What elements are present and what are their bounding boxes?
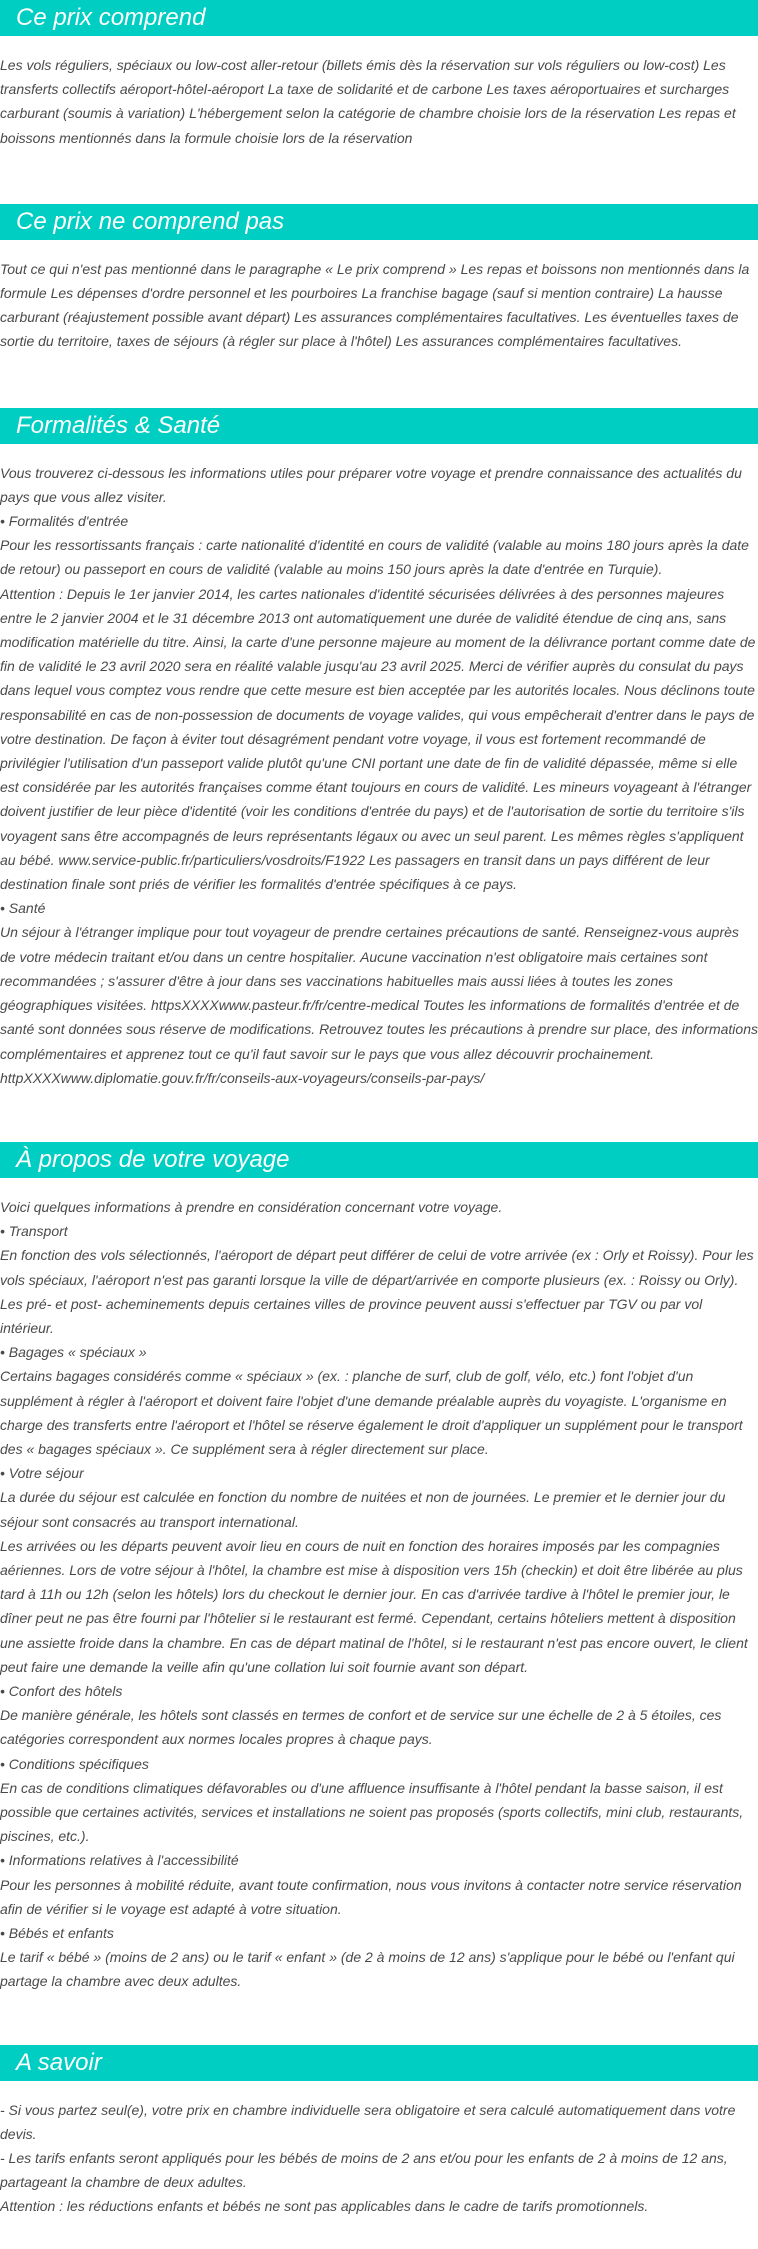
bullet-heading-your-stay: • Votre séjour (0, 1465, 84, 1482)
section-good-to-know (0, 2045, 758, 2219)
section-price-includes (0, 0, 758, 150)
paragraph: Vous trouverez ci-dessous les informations utiles pour préparer votre voyage et prendre connaissance des actualités du pays que vous allez visiter. (0, 464, 742, 505)
section-formalities-health (0, 408, 758, 1090)
section-title-formalities-health: Formalités & Santé (0, 408, 758, 444)
section-spacer (0, 1994, 758, 2045)
paragraph: - Si vous partez seul(e), votre prix en chambre individuelle sera obligatoire et sera calculé automatiquement dans votre devis. (0, 2101, 736, 2142)
bullet-heading-accessibility: • Informations relatives à l'accessibilité (0, 1852, 239, 1869)
bullet-heading-babies-children: • Bébés et enfants (0, 1925, 114, 1941)
paragraph: - Les tarifs enfants seront appliqués pour les bébés de moins de 2 ans et/ou pour les enfants de 2 à moins de 12 ans, partageant la chambre de deux adultes. (0, 2150, 728, 2191)
bullet-heading-health: • Santé (0, 900, 46, 917)
section-title-good-to-know: A savoir (0, 2045, 758, 2081)
paragraph: Attention : les réductions enfants et bébés ne sont pas applicables dans le cadre de tarifs promotionnels. (0, 2198, 649, 2215)
section-title-price-excludes: Ce prix ne comprend pas (0, 204, 758, 240)
paragraph: Certains bagages considérés comme « spéciaux » (ex. : planche de surf, club de golf, vélo, etc.) font l'objet d'un supplément à régler à l'aéroport et doivent faire l'objet d'une demande préalable auprès du voyagiste. L'organisme en charge des transferts entre l'aéroport et l'hôtel se réserve également le droit d'appliquer un supplément pour le transport des « bagages spéciaux ». Ce supplément sera à régler directement sur place. (0, 1368, 743, 1457)
paragraph: La durée du séjour est calculée en fonction du nombre de nuitées et non de journées. Le premier et le dernier jour du séjour sont consacrés au transport international. (0, 1489, 726, 1530)
paragraph: Pour les personnes à mobilité réduite, avant toute confirmation, nous vous invitons à contacter notre service réservation afin de vérifier si le voyage est adapté à votre situation. (0, 1876, 742, 1917)
section-spacer (0, 354, 758, 408)
section-body-price-includes (0, 36, 758, 150)
section-title-price-includes: Ce prix comprend (0, 0, 758, 36)
section-spacer (0, 1090, 758, 1142)
section-title-about-trip: À propos de votre voyage (0, 1142, 758, 1178)
section-body-formalities-health (0, 444, 758, 1090)
bullet-heading-special-luggage: • Bagages « spéciaux » (0, 1344, 147, 1361)
paragraph: Attention : Depuis le 1er janvier 2014, les cartes nationales d'identité sécurisées délivrées à des personnes majeures entre le 2 janvier 2004 et le 31 décembre 2013 ont automatiquement une durée de validité étendue de cinq ans, sans modification matérielle du titre. Ainsi, la carte d'une personne majeure au moment de la délivrance portant comme date de fin de validité le 23 avril 2020 sera en réalité valable jusqu'au 23 avril 2025. Merci de vérifier auprès du consulat du pays dans lequel vous comptez vous rendre que cette mesure est bien acceptée par les autorités locales. Nous déclinons toute responsabilité en cas de non-possession de documents de voyage valides, qui vous empêcherait d'entrer dans le pays de votre destination. De façon à éviter tout désagrément pendant votre voyage, il vous est fortement recommandé de privilégier l'utilisation d'un passeport valide plutôt qu'une CNI portant une date de fin de validité dépassée, même si elle est considérée par les autorités françaises comme étant toujours en cours de validité. Les mineurs voyageant à l'étranger doivent justifier de leur pièce d'identité (voir les conditions d'entrée du pays) et de l'autorisation de sortie du territoire s'ils voyagent sans être accompagnés de leurs représentants légaux ou avec un seul parent. Les mêmes règles s'appliquent au bébé. www.service-public.fr/particuliers/vosdroits/F1922 Les passagers en transit dans un pays différent de leur destination finale sont priés de vérifier les formalités d'entrée spécifiques à ce pays. (0, 585, 756, 893)
section-body-about-trip (0, 1178, 758, 1994)
bullet-heading-entry-formalities: • Formalités d'entrée (0, 513, 129, 530)
paragraph: Tout ce qui n'est pas mentionné dans le paragraphe « Le prix comprend » Les repas et boissons non mentionnés dans la formule Les dépenses d'ordre personnel et les pourboires La franchise bagage (sauf si mention contraire) La hausse carburant (réajustement possible avant départ) Les assurances complémentaires facultatives. Les éventuelles taxes de sortie du territoire, taxes de séjours (à régler sur place à l'hôtel) Les assurances complémentaires facultatives. (0, 260, 750, 350)
section-spacer (0, 150, 758, 204)
paragraph: Voici quelques informations à prendre en considération concernant votre voyage. (0, 1198, 503, 1215)
bullet-heading-transport: • Transport (0, 1223, 68, 1240)
paragraph: Le tarif « bébé » (moins de 2 ans) ou le tarif « enfant » (de 2 à moins de 12 ans) s'applique pour le bébé ou l'enfant qui partage la chambre avec deux adultes. (0, 1949, 735, 1990)
bullet-heading-specific-conditions: • Conditions spécifiques (0, 1755, 149, 1772)
paragraph: Pour les ressortissants français : carte nationalité d'identité en cours de validité (valable au moins 180 jours après la date de retour) ou passeport en cours de validité (valable au moins 150 jours après la date d'entrée en Turquie). (0, 537, 749, 578)
section-body-price-excludes (0, 240, 758, 354)
paragraph: De manière générale, les hôtels sont classés en termes de confort et de service sur une échelle de 2 à 5 étoiles, ces catégories correspondent aux normes locales propres à chaque pays. (0, 1707, 722, 1748)
paragraph: Les vols réguliers, spéciaux ou low-cost aller-retour (billets émis dès la réservation sur vols réguliers ou low-cost) Les transferts collectifs aéroport-hôtel-aéroport La taxe de solidarité et de carbone Les taxes aéroportuaires et surcharges carburant (soumis à variation) L'hébergement selon la catégorie de chambre choisie lors de la réservation Les repas et boissons mentionnés dans la formule choisie lors de la réservation (0, 57, 736, 146)
section-body-good-to-know (0, 2081, 758, 2219)
bullet-heading-hotel-comfort: • Confort des hôtels (0, 1682, 123, 1699)
section-about-trip (0, 1142, 758, 1994)
paragraph: En cas de conditions climatiques défavorables ou d'une affluence insuffisante à l'hôtel pendant la basse saison, il est possible que certaines activités, services et installations ne soient pas proposés (sports collectifs, mini club, restaurants, piscines, etc.). (0, 1779, 744, 1845)
paragraph: Un séjour à l'étranger implique pour tout voyageur de prendre certaines précautions de santé. Renseignez-vous auprès de votre médecin traitant et/ou dans un centre hospitalier. Aucune vaccination n'est obligatoire mais certaines sont recommandées ; s'assurer d'être à jour dans ses vaccinations habituelles mais aussi liées à toutes les zones géographiques visitées. httpsXXXXwww.pasteur.fr/fr/centre-medical Toutes les informations de formalités d'entrée et de santé sont données sous réserve de modifications. Retrouvez toutes les précautions à prendre sur place, des informations complémentaires et apprenez tout ce qu'il faut savoir sur le pays que vous allez découvrir prochainement. httpXXXXwww.diplomatie.gouv.fr/fr/conseils-aux-voyageurs/conseils-par-pays/ (0, 924, 758, 1086)
section-price-excludes (0, 204, 758, 354)
paragraph: Les arrivées ou les départs peuvent avoir lieu en cours de nuit en fonction des horaires imposés par les compagnies aériennes. Lors de votre séjour à l'hôtel, la chambre est mise à disposition vers 15h (checkin) et doit être libérée au plus tard à 11h ou 12h (selon les hôtels) lors du checkout le dernier jour. En cas d'arrivée tardive à l'hôtel le premier jour, le dîner peut ne pas être fourni par l'hôtelier si le restaurant est fermé. Cependant, certains hôteliers mettent à disposition une assiette froide dans la chambre. En cas de départ matinal de l'hôtel, si le restaurant n'est pas encore ouvert, le client peut faire une demande la veille afin qu'une collation lui soit fournie avant son départ. (0, 1537, 748, 1675)
paragraph: En fonction des vols sélectionnés, l'aéroport de départ peut différer de celui de votre arrivée (ex : Orly et Roissy). Pour les vols spéciaux, l'aéroport n'est pas garanti lorsque la ville de départ/arrivée en comporte plusieurs (ex. : Roissy ou Orly). Les pré- et post- acheminements depuis certaines villes de province peuvent aussi s'effectuer par TGV ou par vol intérieur. (0, 1247, 754, 1336)
